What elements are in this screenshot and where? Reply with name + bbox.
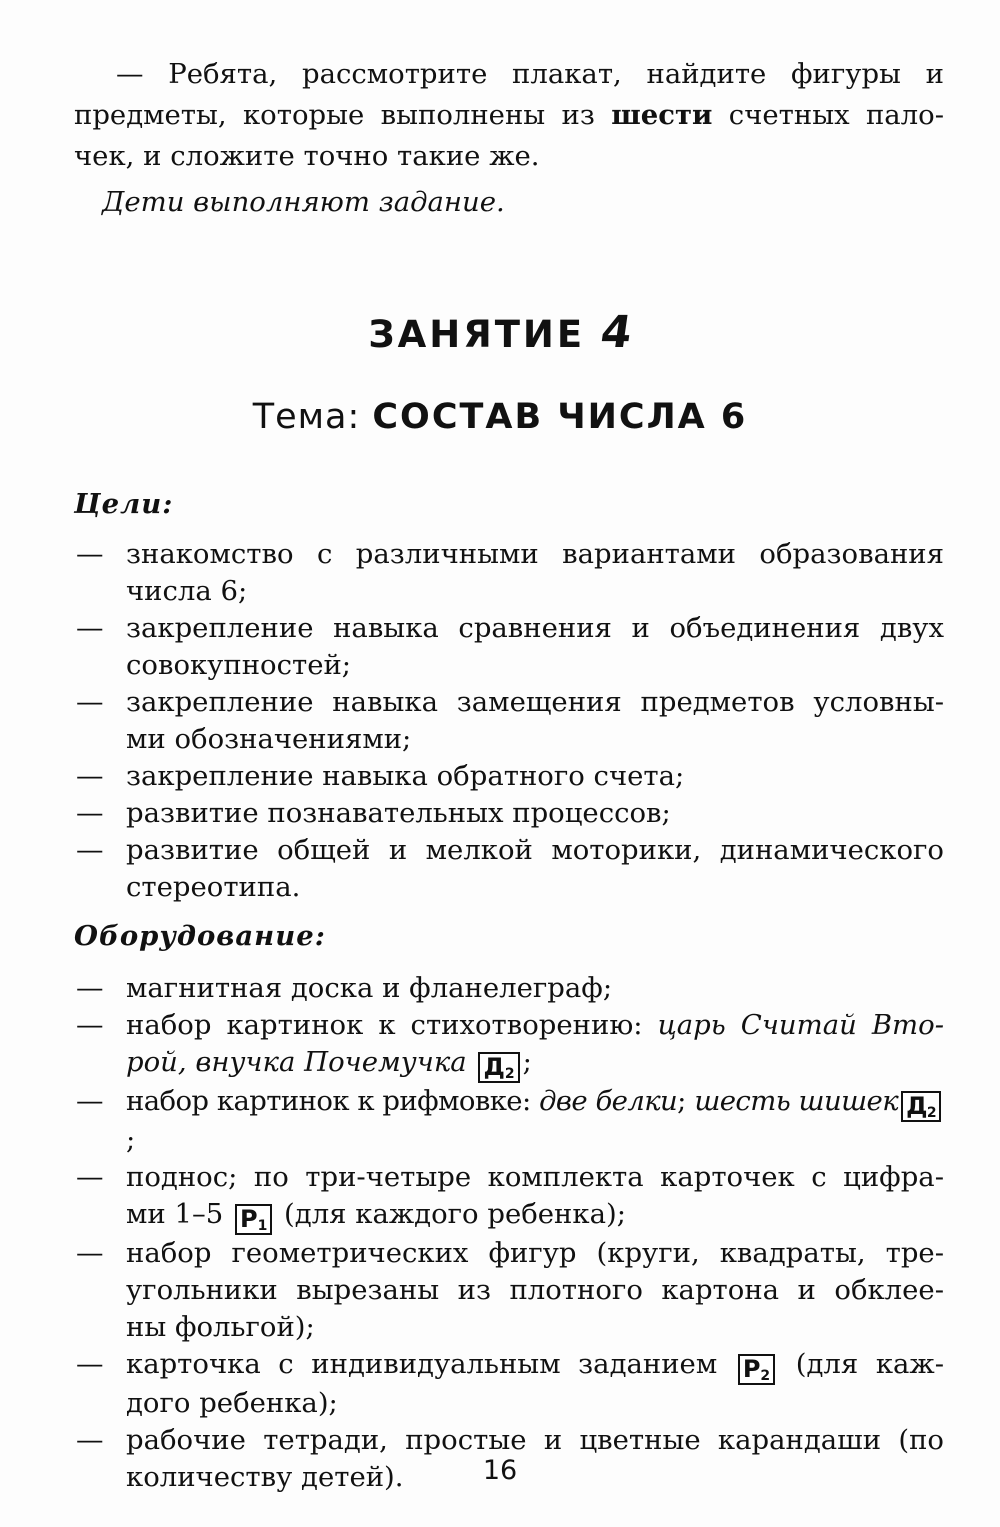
equipment-line: угольники вырезаны из плотного картона и обклее- xyxy=(126,1274,944,1306)
list-dash: — xyxy=(76,797,104,829)
equipment-line: поднос; по три-четыре комплекта карточек с цифра- xyxy=(126,1161,944,1193)
page-number: 16 xyxy=(482,1455,518,1486)
goal-line: знакомство с различными вариантами образования xyxy=(126,538,944,570)
equipment-item xyxy=(74,970,944,1007)
lesson-number: 4 xyxy=(597,307,636,358)
badge-index: 1 xyxy=(257,1218,268,1234)
intro-line-2 xyxy=(74,95,944,136)
list-dash: — xyxy=(76,834,104,866)
equipment-italic-text: две белки xyxy=(539,1085,678,1117)
equipment-item xyxy=(74,1235,944,1346)
equipment-line xyxy=(126,1346,944,1385)
equipment-line: дого ребенка); xyxy=(126,1387,338,1419)
topic-label: Тема: xyxy=(252,397,373,437)
goal-item xyxy=(74,536,944,610)
equipment-italic-text: шесть шишек xyxy=(694,1085,899,1117)
intro-line-3: чек, и сложите точно такие же. xyxy=(74,140,540,172)
goal-line: совокупностей; xyxy=(126,649,352,681)
intro-text-end: счетных пало- xyxy=(712,99,944,131)
goal-line: стереотипа. xyxy=(126,871,301,903)
badge-index: 2 xyxy=(760,1368,771,1384)
equipment-line xyxy=(126,1196,944,1235)
equipment-italic-text: царь Считай Вто- xyxy=(657,1009,944,1041)
topic-value: СОСТАВ ЧИСЛА 6 xyxy=(372,397,748,437)
goal-item xyxy=(74,758,944,795)
equipment-item xyxy=(74,1007,944,1083)
equipment-text: ми 1–5 xyxy=(126,1198,224,1230)
goal-line: закрепление навыка сравнения и объединения двух xyxy=(126,612,944,644)
card-badge-d2 xyxy=(901,1091,941,1122)
badge-index: 2 xyxy=(926,1105,936,1121)
badge-letter: Р xyxy=(742,1355,761,1383)
list-dash: — xyxy=(76,760,104,792)
equipment-line xyxy=(126,1083,944,1159)
goal-item xyxy=(74,832,944,906)
equipment-line: ны фольгой); xyxy=(126,1311,315,1343)
list-dash: — xyxy=(76,1009,104,1041)
goal-line: закрепление навыка обратного счета; xyxy=(126,760,685,792)
equipment-list xyxy=(74,970,944,1496)
goals-list xyxy=(74,536,944,906)
children-action: Дети выполняют задание. xyxy=(102,186,505,218)
equipment-line: набор геометрических фигур (круги, квадраты, тре- xyxy=(126,1237,944,1269)
equipment-text: набор картинок к рифмовке: xyxy=(126,1085,540,1117)
list-dash: — xyxy=(76,1085,103,1117)
equipment-item xyxy=(74,1159,944,1235)
equipment-text: (для каждого ребенка); xyxy=(275,1198,626,1230)
list-dash: — xyxy=(76,1237,104,1269)
topic-title xyxy=(0,397,1000,437)
card-badge-p2 xyxy=(738,1354,775,1385)
goal-item xyxy=(74,795,944,832)
badge-letter: Д xyxy=(906,1092,927,1120)
goal-line: развитие общей и мелкой моторики, динамического xyxy=(126,834,944,866)
equipment-text: набор картинок к стихотворению: xyxy=(126,1009,658,1041)
goal-line: ми обозначениями; xyxy=(126,723,412,755)
list-dash: — xyxy=(76,1161,104,1193)
list-dash: — xyxy=(76,686,104,718)
lesson-title xyxy=(0,307,1000,358)
goal-item xyxy=(74,610,944,684)
list-dash: — xyxy=(76,538,104,570)
intro-paragraph xyxy=(74,54,944,177)
goal-line: закрепление навыка замещения предметов условны- xyxy=(126,686,944,718)
list-dash: — xyxy=(76,1424,104,1456)
equipment-text: ; xyxy=(522,1046,532,1078)
badge-index: 2 xyxy=(504,1066,515,1082)
card-badge-p1 xyxy=(235,1204,272,1235)
list-dash: — xyxy=(76,612,104,644)
list-dash: — xyxy=(76,972,104,1004)
equipment-text: карточка с индивидуальным заданием xyxy=(126,1348,735,1380)
equipment-item xyxy=(74,1346,944,1422)
equipment-line: магнитная доска и фланелеграф; xyxy=(126,972,613,1004)
badge-letter: Д xyxy=(483,1053,505,1081)
equipment-text: ; xyxy=(126,1124,135,1156)
equipment-text: ; xyxy=(677,1085,695,1117)
equipment-line: количеству детей). xyxy=(126,1461,404,1493)
card-badge-d2 xyxy=(478,1052,519,1083)
equipment-item xyxy=(74,1083,944,1159)
equipment-heading: Оборудование: xyxy=(74,920,326,952)
equipment-text: (для каж- xyxy=(778,1348,945,1380)
intro-text: предметы, которые выполнены из xyxy=(74,99,612,131)
equipment-line xyxy=(126,1044,944,1083)
equipment-line: рабочие тетради, простые и цветные карандаши (по xyxy=(126,1424,944,1456)
goal-line: числа 6; xyxy=(126,575,248,607)
badge-letter: Р xyxy=(239,1205,258,1233)
lesson-label: ЗАНЯТИЕ xyxy=(368,313,586,356)
goal-item xyxy=(74,684,944,758)
intro-line-1: — Ребята, рассмотрите плакат, найдите фигуры и xyxy=(116,58,944,90)
goal-line: развитие познавательных процессов; xyxy=(126,797,671,829)
goals-heading: Цели: xyxy=(74,488,174,520)
intro-bold-word: шести xyxy=(611,99,713,131)
equipment-italic-text: рой, внучка Почемучка xyxy=(126,1046,467,1078)
equipment-line xyxy=(126,1007,944,1044)
list-dash: — xyxy=(76,1348,104,1380)
